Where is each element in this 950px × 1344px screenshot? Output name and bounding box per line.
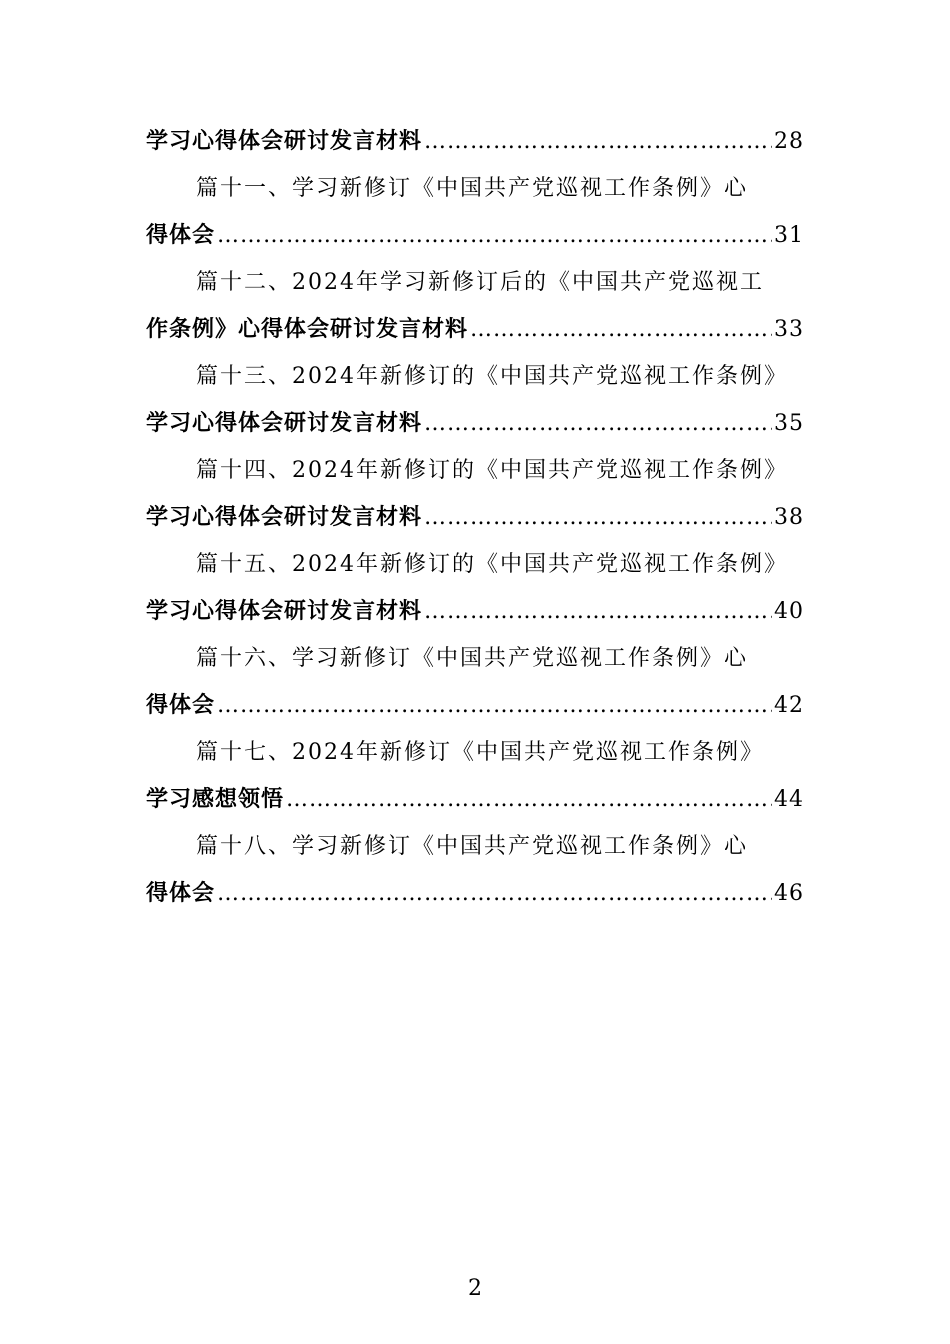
toc-page-number: 35 [774, 411, 804, 436]
toc-page-number: 31 [774, 223, 804, 248]
dot-leader [217, 682, 772, 729]
toc-entry-text: 学习心得体会研讨发言材料 [146, 505, 423, 530]
dot-leader [286, 776, 772, 823]
toc-entry[interactable] [146, 776, 804, 823]
toc-page-number: 28 [774, 129, 804, 154]
toc-entry[interactable] [146, 682, 804, 729]
dot-leader [424, 400, 772, 447]
dot-leader [470, 306, 772, 353]
toc-entry-title[interactable]: 篇十八、学习新修订《中国共产党巡视工作条例》心 [196, 834, 749, 859]
toc-page-number: 38 [774, 505, 804, 530]
toc-entry[interactable] [146, 306, 804, 353]
toc-entry-title[interactable]: 篇十四、2024年新修订的《中国共产党巡视工作条例》 [196, 458, 788, 483]
toc-entry-title[interactable]: 篇十五、2024年新修订的《中国共产党巡视工作条例》 [196, 552, 788, 577]
toc-page-number: 46 [774, 881, 804, 906]
dot-leader [217, 212, 772, 259]
toc-entry-text: 作条例》心得体会研讨发言材料 [146, 317, 469, 342]
toc-entry-text: 学习心得体会研讨发言材料 [146, 129, 423, 154]
toc-page-number: 33 [774, 317, 804, 342]
dot-leader [424, 588, 772, 635]
dot-leader [424, 118, 772, 165]
toc-page-number: 42 [774, 693, 804, 718]
toc-entry-continued[interactable] [146, 118, 804, 165]
toc-entry-title[interactable]: 篇十三、2024年新修订的《中国共产党巡视工作条例》 [196, 364, 788, 389]
toc-entry[interactable] [146, 400, 804, 447]
toc-entry-text: 得体会 [146, 881, 216, 906]
toc-entry-title[interactable]: 篇十七、2024年新修订《中国共产党巡视工作条例》 [196, 740, 764, 765]
toc-entry-text: 得体会 [146, 693, 216, 718]
dot-leader [424, 494, 772, 541]
toc-entry[interactable] [146, 212, 804, 259]
toc-entry[interactable] [146, 870, 804, 917]
toc-page-number: 40 [774, 599, 804, 624]
toc-entry[interactable] [146, 494, 804, 541]
page-number: 2 [468, 1276, 482, 1301]
toc-entry-title[interactable]: 篇十二、2024年学习新修订后的《中国共产党巡视工 [196, 270, 764, 295]
table-of-contents [146, 118, 804, 917]
toc-page-number: 44 [774, 787, 804, 812]
toc-entry-text: 得体会 [146, 223, 216, 248]
toc-entry-title[interactable]: 篇十六、学习新修订《中国共产党巡视工作条例》心 [196, 646, 749, 671]
toc-entry-text: 学习心得体会研讨发言材料 [146, 411, 423, 436]
toc-entry[interactable] [146, 588, 804, 635]
toc-entry-text: 学习感想领悟 [146, 787, 285, 812]
toc-entry-text: 学习心得体会研讨发言材料 [146, 599, 423, 624]
dot-leader [217, 870, 772, 917]
toc-entry-title[interactable]: 篇十一、学习新修订《中国共产党巡视工作条例》心 [196, 176, 749, 201]
